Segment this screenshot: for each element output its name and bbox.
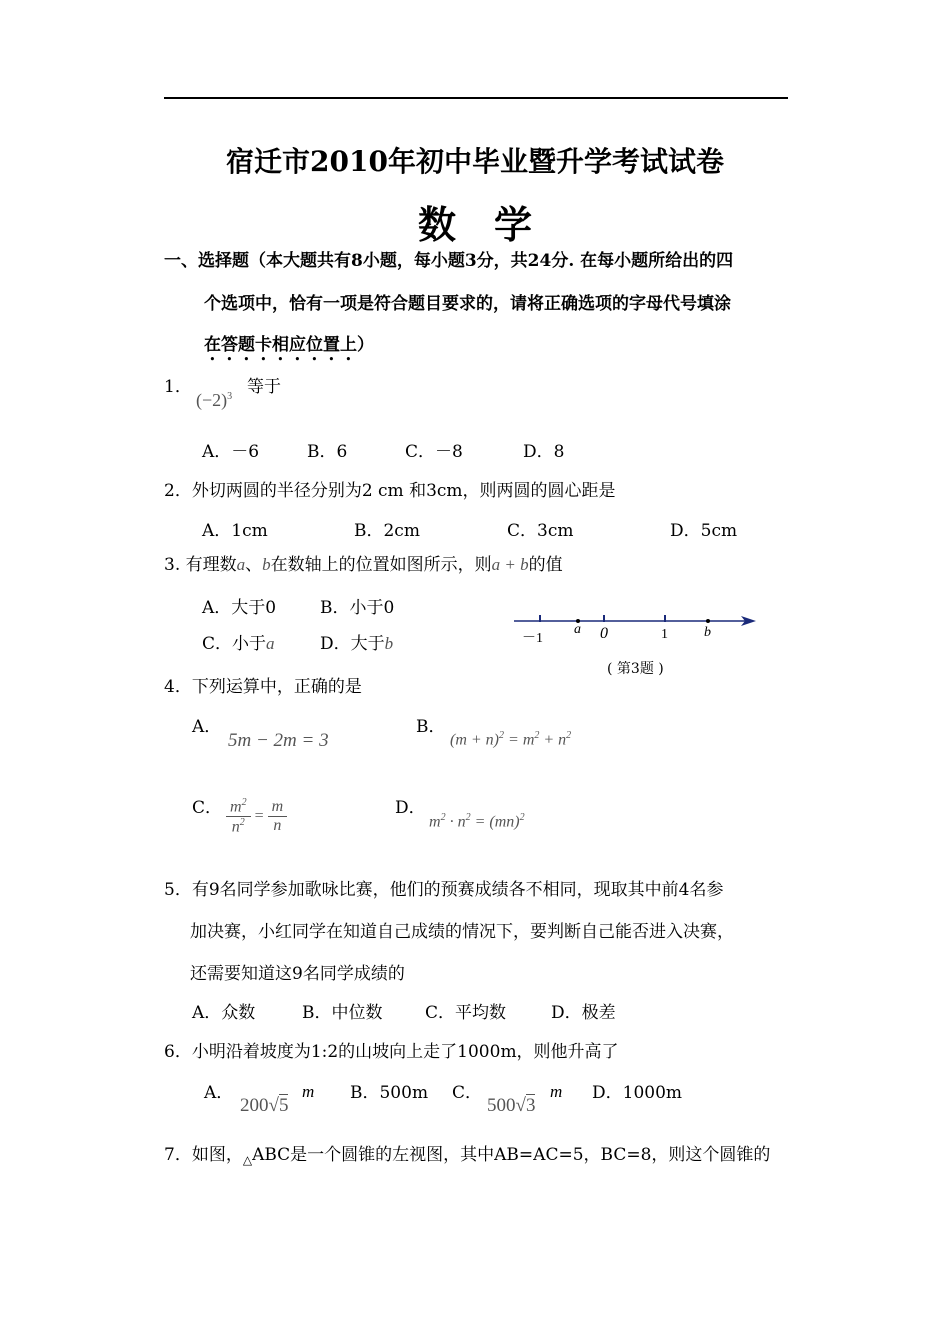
q6-a-rad: 5 <box>278 1095 289 1116</box>
q3-text <box>164 555 563 575</box>
nl-label-neg1: －1 <box>522 631 543 646</box>
q3-prefix: 3. 有理数 <box>164 555 237 575</box>
q4-c-num: m <box>230 798 242 816</box>
q3-option-b: B．小于0 <box>320 598 395 618</box>
q4-option-d-label: D． <box>395 798 426 818</box>
q6-c-coef: 500 <box>487 1095 516 1116</box>
q6-option-c-unit: m <box>550 1082 563 1101</box>
triangle-icon: △ <box>242 1153 253 1167</box>
q4-d-left: m <box>429 813 441 831</box>
q4-text: 4．下列运算中，正确的是 <box>164 677 362 697</box>
q1-exp: 3 <box>227 391 233 402</box>
q3-var-b: b <box>262 555 271 574</box>
q1-text: 等于 <box>247 377 281 397</box>
q1-number: 1． <box>164 377 192 397</box>
q4-c-den-sq: 2 <box>239 817 245 829</box>
q2-option-a: A．1cm <box>202 521 268 541</box>
q3-middle: 在数轴上的位置如图所示，则 <box>270 555 492 575</box>
q2-text: 2．外切两圆的半径分别为2 cm 和3cm，则两圆的圆心距是 <box>164 481 616 501</box>
subject-heading: 数 学 <box>417 202 532 247</box>
q4-option-d-expr <box>429 812 525 831</box>
q4-b-left: (m + n) <box>450 731 500 749</box>
q1-base: (−2) <box>196 390 228 410</box>
nl-label-b: b <box>704 625 711 640</box>
q5-option-d: D．极差 <box>551 1003 616 1023</box>
q4-c-frac-left <box>226 797 251 837</box>
q3-option-d-label: D．大于 <box>320 634 385 654</box>
q4-option-a-label: A． <box>192 717 222 737</box>
figure-caption: ( 第3题 ) <box>607 661 664 677</box>
page-title: 宿迁市2010年初中毕业暨升学考试试卷 <box>226 145 724 178</box>
q5-option-c: C．平均数 <box>425 1003 507 1023</box>
q2-option-c: C．3cm <box>507 521 574 541</box>
q4-c-num-sq: 2 <box>241 797 247 808</box>
q5-line2: 加决赛，小红同学在知道自己成绩的情况下，要判断自己能否进入决赛， <box>190 922 734 942</box>
q5-option-b: B．中位数 <box>302 1003 383 1023</box>
q1-option-c: C．－8 <box>405 442 463 462</box>
sqrt-icon: √ <box>268 1095 279 1116</box>
q4-d-sq1: 2 <box>440 812 446 823</box>
q6-option-a-expr <box>240 1095 288 1117</box>
nl-label-zero: 0 <box>600 625 608 642</box>
q6-option-a-label: A． <box>204 1083 234 1103</box>
q3-var-a: a <box>236 555 246 574</box>
q3-sum: a + b <box>491 555 529 574</box>
q4-c-den2: n <box>273 817 282 835</box>
top-rule <box>164 97 788 99</box>
section-header-close: ） <box>357 335 374 355</box>
q5-line3: 还需要知道这9名同学成绩的 <box>190 964 405 984</box>
q3-suffix: 的值 <box>528 555 563 575</box>
q2-option-b: B．2cm <box>354 521 420 541</box>
q1-expr <box>196 390 232 411</box>
q6-c-rad: 3 <box>525 1095 536 1116</box>
q4-b-right2: + n <box>539 731 567 749</box>
q7-prefix: 7．如图， <box>164 1145 243 1165</box>
nl-label-a: a <box>574 622 581 637</box>
q1-option-b: B．6 <box>307 442 348 462</box>
q4-b-sq3: 2 <box>566 730 572 741</box>
q3-option-d-var: b <box>384 634 394 653</box>
dotted-emphasis: 在答题卡相应位置上 <box>204 335 357 355</box>
q3-option-c-var: a <box>266 634 275 653</box>
q4-d-right: = (mn) <box>470 813 520 831</box>
q4-c-den: n <box>231 818 240 836</box>
point-b <box>706 619 710 623</box>
section-header-line3 <box>204 335 374 365</box>
sqrt-icon: √ <box>515 1095 526 1116</box>
q4-c-frac-right <box>268 798 288 835</box>
q6-option-c-label: C． <box>452 1083 483 1103</box>
q3-option-c-label: C．小于 <box>202 634 267 654</box>
q3-option-a: A．大于0 <box>202 598 277 618</box>
q4-b-right: = m <box>504 731 535 749</box>
nl-label-one: 1 <box>661 627 668 642</box>
q4-c-equals: = <box>254 807 264 825</box>
q4-option-a-expr: 5m − 2m = 3 <box>228 730 329 751</box>
q4-b-sq2: 2 <box>534 730 540 741</box>
q6-option-a-unit: m <box>302 1082 315 1101</box>
q4-c-num2: m <box>268 798 288 817</box>
q3-option-c <box>202 634 275 654</box>
q4-option-c-label: C． <box>192 798 223 818</box>
q4-option-b-label: B． <box>416 717 446 737</box>
q6-text: 6．小明沿着坡度为1:2的山坡向上走了1000m，则他升高了 <box>164 1042 619 1062</box>
q4-option-b-expr <box>450 730 571 749</box>
q1-option-d: D．8 <box>523 442 565 462</box>
section-header-line2: 个选项中，恰有一项是符合题目要求的，请将正确选项的字母代号填涂 <box>204 294 731 314</box>
q5-option-a: A．众数 <box>192 1003 256 1023</box>
q3-option-d <box>320 634 393 654</box>
q7-body: ABC是一个圆锥的左视图，其中AB=AC=5，BC=8，则这个圆锥的 <box>252 1145 771 1165</box>
q6-a-coef: 200 <box>240 1095 269 1116</box>
q4-d-mid: · n <box>445 813 466 831</box>
q3-sep: 、 <box>245 555 263 575</box>
q5-line1: 5．有9名同学参加歌咏比赛，他们的预赛成绩各不相同，现取其中前4名参 <box>164 880 724 900</box>
q6-option-c-expr <box>487 1095 535 1117</box>
q4-d-sq3: 2 <box>519 812 525 823</box>
q4-d-sq2: 2 <box>465 812 471 823</box>
q2-option-d: D．5cm <box>670 521 738 541</box>
section-header-line1: 一、选择题（本大题共有8小题，每小题3分，共24分. 在每小题所给出的四 <box>164 251 734 271</box>
q1-option-a: A．－6 <box>202 442 260 462</box>
q4-option-c-expr <box>226 797 287 837</box>
q7-text <box>164 1145 770 1170</box>
q6-option-d: D．1000m <box>592 1083 683 1103</box>
q6-option-b: B．500m <box>350 1083 429 1103</box>
q4-b-sq1: 2 <box>499 730 505 741</box>
